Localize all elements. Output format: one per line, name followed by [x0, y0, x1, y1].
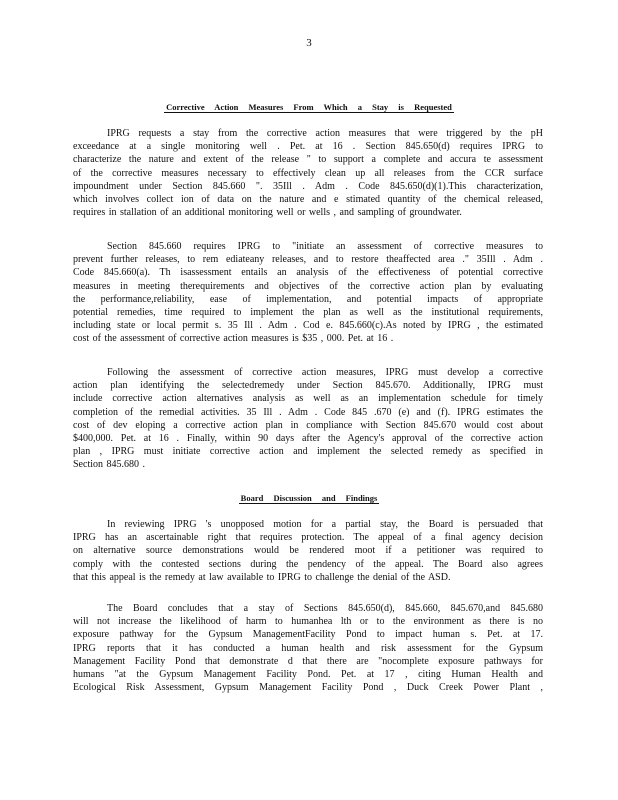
text-line: action plan identifying the selectedremedy under Section 845.670. Additionally, IPRG must	[73, 380, 543, 392]
page-number: 3	[306, 37, 312, 49]
text-line: impoundment under Section 845.660 ". 35Ill . Adm . Code 845.650(d)(1).This characterization,	[73, 180, 543, 192]
text-line: Section 845.680 .	[73, 459, 145, 471]
text-line: exceedance at a single monitoring well . Pet. at 16 . Section 845.650(d) requires IPRG to	[73, 141, 543, 153]
text-line: will not increase the likelihood of harm to humanhea lth or to the environment as there is no	[73, 616, 543, 628]
paragraph-1	[73, 127, 543, 219]
text-line: comply with the contested sections during the pendency of the appeal. The Board also agrees	[73, 558, 543, 570]
paragraph-3	[73, 366, 543, 472]
section-heading-corrective-action	[0, 102, 618, 113]
text-line: measures in meeting therequirements and objectives of the corrective action plan by evaluating	[73, 280, 543, 292]
text-line: the performance,reliability, ease of implementation, and potential impacts of appropriate	[73, 293, 543, 305]
text-line: that this appeal is the remedy at law available to IPRG to challenge the denial of the ASD.	[73, 571, 451, 583]
section-heading-board-discussion	[0, 493, 618, 504]
text-line: including state or local permit s. 35 Ill . Adm . Cod e. 845.660(c).As noted by IPRG , the estimated	[73, 320, 543, 332]
text-line: requires in stallation of an additional monitoring well or wells , and sampling of groundwater.	[73, 207, 462, 219]
text-line: The Board concludes that a stay of Sections 845.650(d), 845.660, 845.670,and 845.680	[107, 603, 543, 614]
text-line: plan , IPRG must initiate corrective action and implement the selected remedy as specified in	[73, 446, 543, 458]
paragraph-4	[73, 518, 543, 584]
text-line: IPRG has an ascertainable right that requires protection. The appeal of a final agency decision	[73, 532, 543, 544]
text-line: Following the assessment of corrective action measures, IPRG must develop a corrective	[107, 367, 543, 378]
text-line: Management Facility Pond that demonstrate d that there are "nocomplete exposure pathways for	[73, 655, 543, 667]
text-line: prevent further releases, to rem ediateany releases, and to restore theaffected area ." 35Ill . Adm .	[73, 254, 543, 266]
text-line: IPRG requests a stay from the corrective action measures that were triggered by the pH	[107, 128, 543, 139]
text-line: Ecological Risk Assessment, Gypsum Management Facility Pond , Duck Creek Power Plant ,	[73, 682, 543, 694]
text-line: of the corrective measures necessary to effectively clean up all releases from the CCR surface	[73, 167, 543, 179]
text-line: Code 845.660(a). Th isassessment entails an analysis of the effectiveness of potential corrective	[73, 267, 543, 279]
text-line: IPRG reports that it has conducted a human health and risk assessment for the Gypsum	[73, 642, 543, 654]
text-line: cost of the assessment of corrective action measures is $35 , 000. Pet. at 16 .	[73, 333, 394, 345]
text-line: Section 845.660 requires IPRG to "initiate an assessment of corrective measures to	[107, 241, 543, 252]
text-line: on alternative source demonstrations would be rendered moot if a petitioner was required to	[73, 545, 543, 557]
heading-text: Board Discussion and Findings	[240, 493, 378, 503]
text-line: exposure pathway for the Gypsum ManagementFacility Pond to impact human s. Pet. at 17.	[73, 629, 543, 641]
text-line: characterize the nature and extent of the release " to support a complete and accura te assessment	[73, 154, 543, 166]
heading-text: Corrective Action Measures From Which a Stay is Requested	[166, 102, 452, 112]
text-line: completion of the remedial activities. 35 Ill . Adm . Code 845 .670 (e) and (f). IPRG estimates the	[73, 406, 543, 418]
paragraph-2	[73, 240, 543, 346]
text-line: potential remedies, time required to implement the plan as well as the institutional requirements,	[73, 307, 543, 319]
text-line: humans "at the Gypsum Management Facility Pond. Pet. at 17 , citing Human Health and	[73, 669, 543, 681]
text-line: include corrective action alternatives analysis as well as an implementation schedule for timely	[73, 393, 543, 405]
text-line: cost of dev eloping a corrective action plan in compliance with Section 845.670 would cost about	[73, 419, 543, 431]
text-line: In reviewing IPRG 's unopposed motion for a partial stay, the Board is persuaded that	[107, 519, 543, 530]
text-line: $400,000. Pet. at 16 . Finally, within 90 days after the Agency's approval of the corrective action	[73, 433, 543, 445]
text-line: which involves collect ion of data on the nature and e stimated quantity of the chemical released,	[73, 194, 543, 206]
paragraph-5	[73, 602, 543, 694]
